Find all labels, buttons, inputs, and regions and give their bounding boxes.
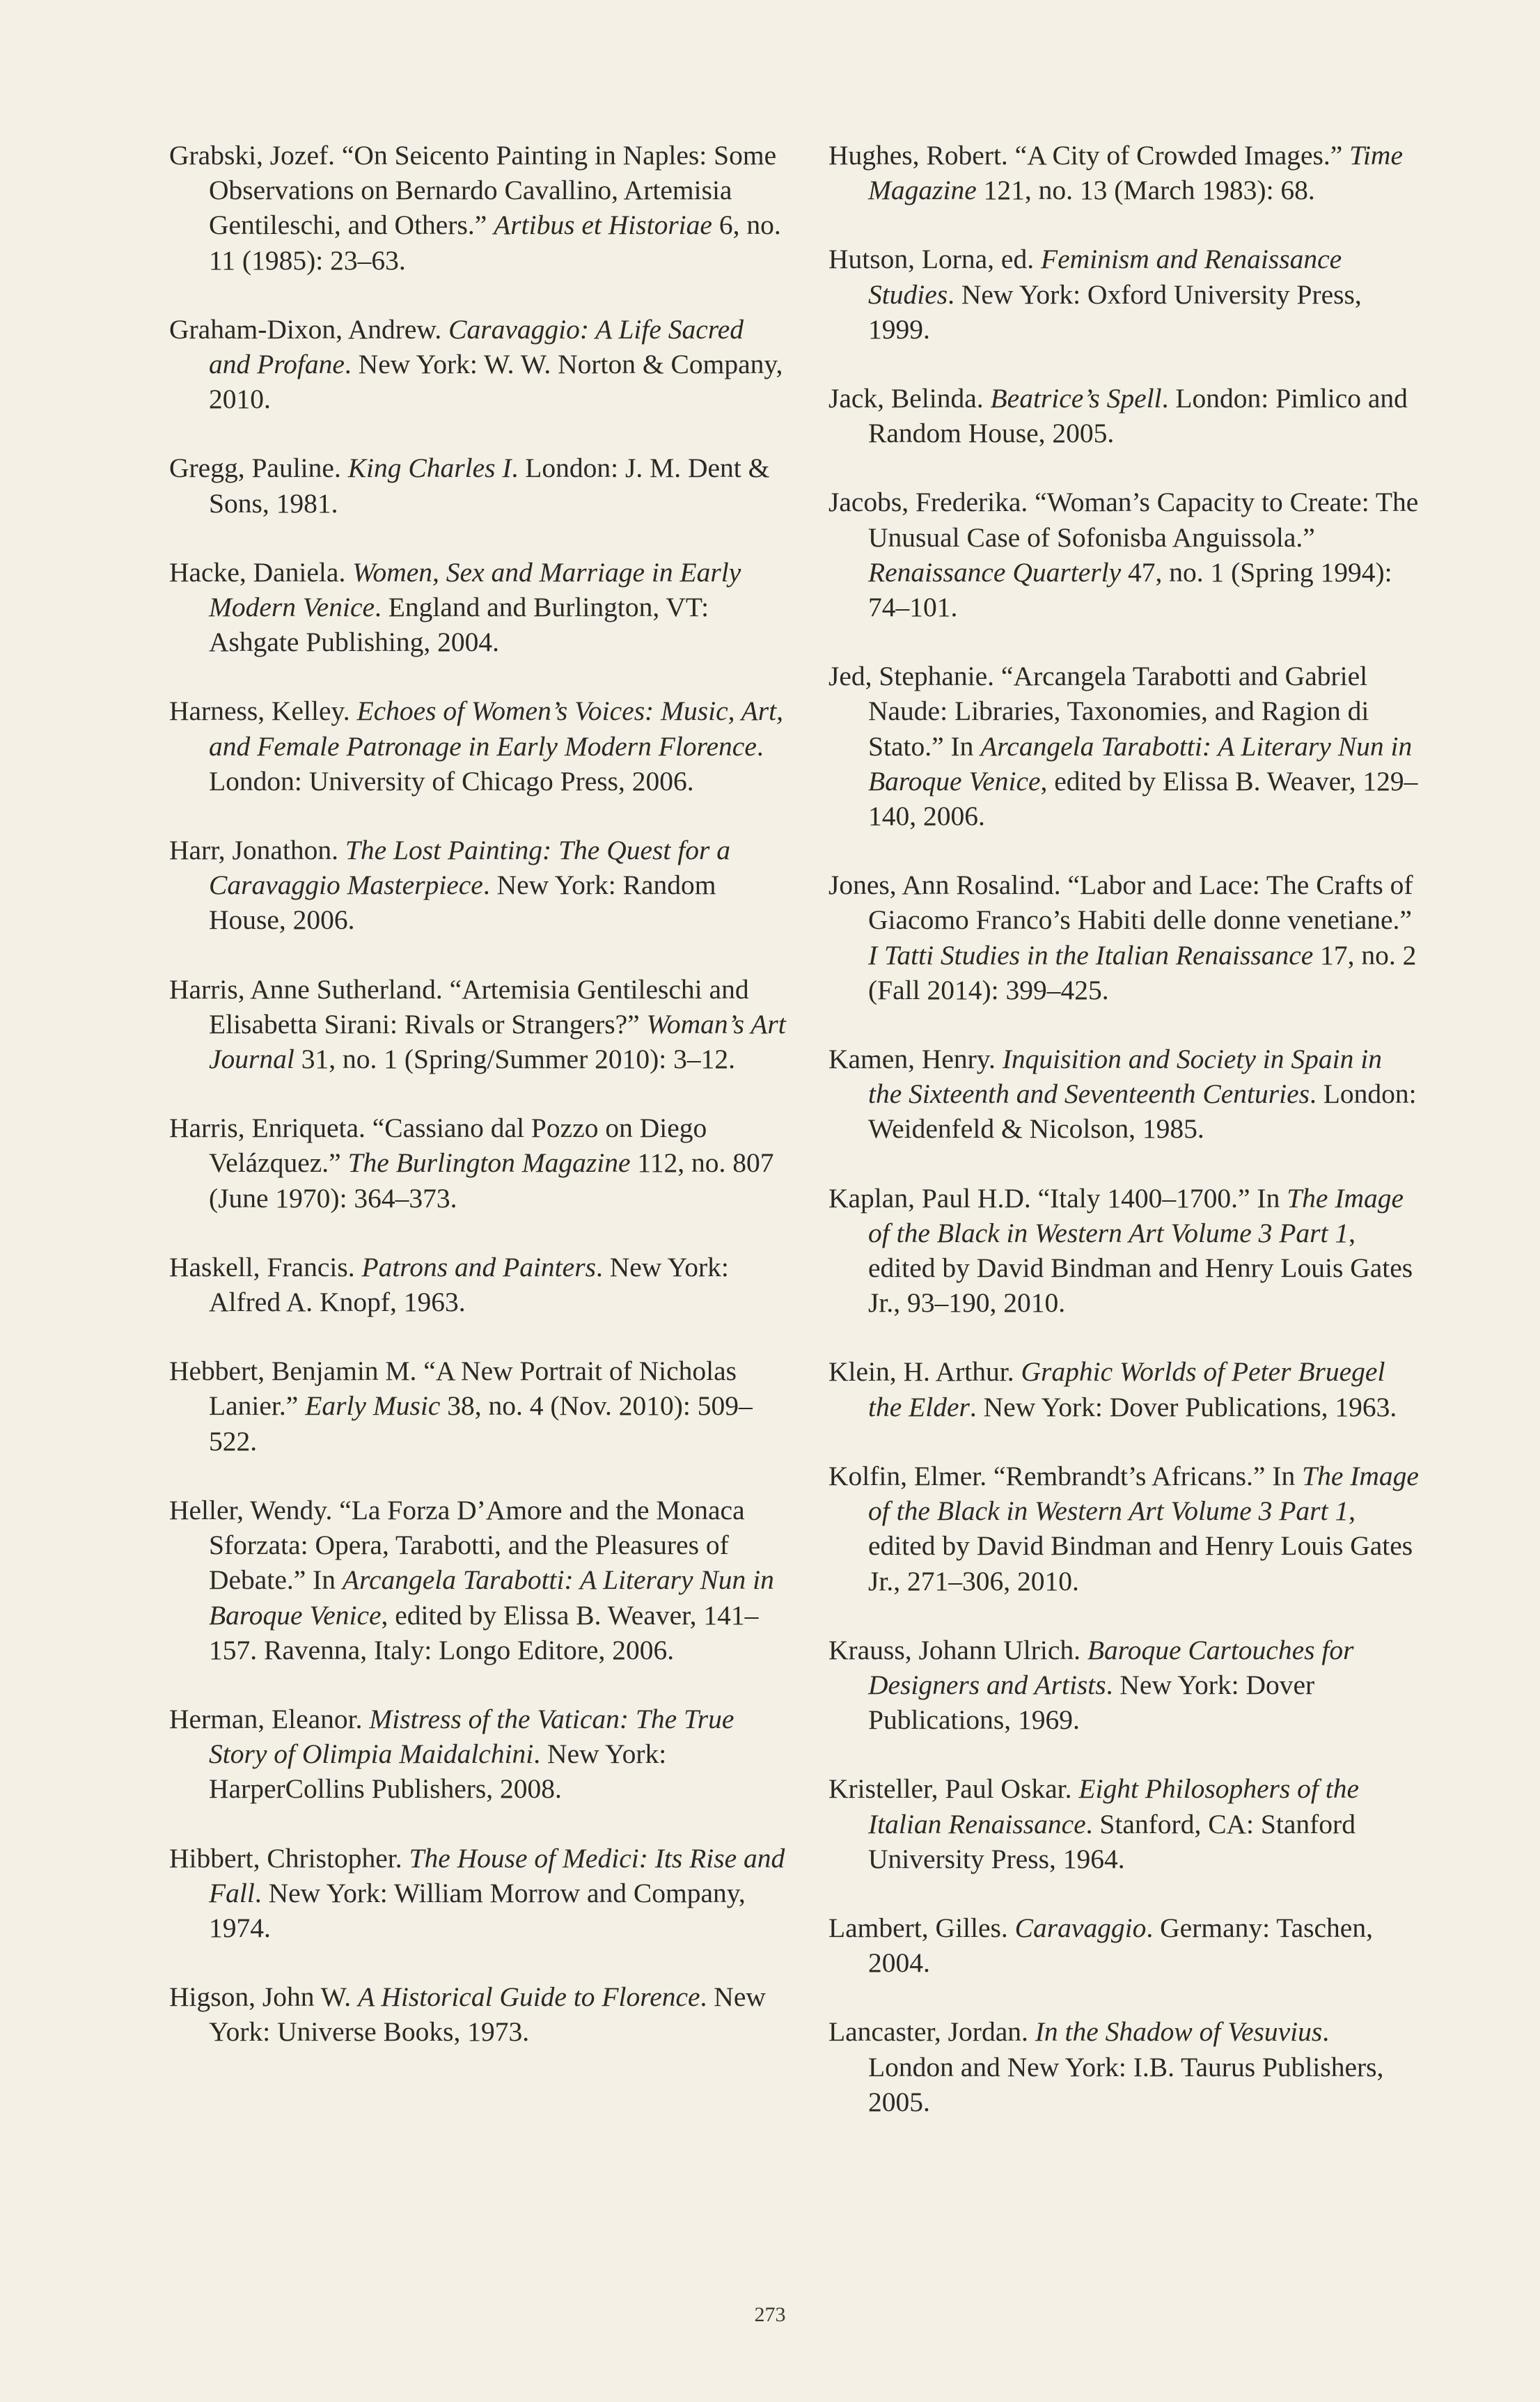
entry-title-italic: A Historical Guide to Florence	[358, 1981, 700, 2013]
entry-title-italic: Eight Philosophers of the Italian Renaissance	[868, 1773, 1360, 1839]
entry-text: Grabski, Jozef. “On Seicento Painting in Naples: Some Observations on Bernardo Cavallino, Artemisia Gentileschi, and Others.”	[169, 140, 777, 241]
entry-title-italic: Baroque Cartouches for Designers and Artists	[868, 1634, 1354, 1700]
entry-text: . New York: Dover Publications, 1969.	[868, 1669, 1315, 1736]
entry-title-italic: The Image of the Black in Western Art Volume 3 Part 1	[868, 1460, 1419, 1527]
entry-title-italic: Mistress of the Vatican: The True Story of Olimpia Maidalchini	[209, 1703, 734, 1770]
bibliography-entry	[828, 138, 1420, 207]
bibliography-entry	[169, 972, 789, 1077]
entry-text: 17, no. 2 (Fall 2014): 399–425.	[868, 939, 1417, 1005]
entry-text: Lancaster, Jordan.	[828, 2016, 1035, 2048]
entry-text: Harness, Kelley.	[169, 696, 357, 727]
entry-text: , edited by David Bindman and Henry Louis Gates Jr., 93–190, 2010.	[868, 1217, 1413, 1319]
entry-text: , edited by Elissa B. Weaver, 141–157. Ravenna, Italy: Longo Editore, 2006.	[209, 1599, 759, 1665]
bibliography-entry	[828, 1354, 1420, 1424]
entry-title-italic: Women, Sex and Marriage in Early Modern Venice	[209, 556, 741, 623]
bibliography-entry	[169, 833, 789, 938]
entry-text: 47, no. 1 (Spring 1994): 74–101.	[868, 556, 1392, 623]
entry-title-italic: The Burlington Magazine	[347, 1147, 631, 1179]
entry-text: 6, no. 11 (1985): 23–63.	[209, 210, 781, 276]
entry-text: Jack, Belinda.	[828, 383, 991, 414]
entry-title-italic: Arcangela Tarabotti: A Literary Nun in Baroque Venice	[868, 730, 1413, 796]
entry-text: Hacke, Daniela.	[169, 556, 353, 588]
entry-text: . New York: Dover Publications, 1963.	[969, 1391, 1397, 1422]
entry-text: . New York: HarperCollins Publishers, 2008.	[209, 1738, 667, 1805]
entry-title-italic: In the Shadow of Vesuvius	[1035, 2016, 1323, 2048]
entry-text: . New York: William Morrow and Company, 1974.	[209, 1877, 746, 1943]
entry-text: Hebbert, Benjamin M. “A New Portrait of Nicholas Lanier.”	[169, 1356, 737, 1422]
entry-text: . England and Burlington, VT: Ashgate Publishing, 2004.	[209, 592, 709, 658]
entry-title-italic: The Image of the Black in Western Art Volume 3 Part 1	[868, 1182, 1404, 1248]
entry-title-italic: Echoes of Women’s Voices: Music, Art, and Female Patronage in Early Modern Florence	[209, 696, 784, 762]
entry-text: Lambert, Gilles.	[828, 1912, 1015, 1943]
entry-text: Harris, Anne Sutherland. “Artemisia Gentileschi and Elisabetta Sirani: Rivals or Strangers?”	[169, 973, 749, 1039]
bibliography-entry	[169, 450, 789, 520]
bibliography-entry	[169, 312, 789, 417]
entry-title-italic: Caravaggio: A Life Sacred and Profane	[209, 313, 744, 380]
entry-title-italic: Renaissance Quarterly	[868, 556, 1122, 588]
entry-text: . London and New York: I.B. Taurus Publishers, 2005.	[868, 2016, 1384, 2117]
entry-title-italic: Early Music	[305, 1390, 441, 1422]
entry-text: Kolfin, Elmer. “Rembrandt’s Africans.” In	[828, 1460, 1303, 1491]
entry-text: . New York: Alfred A. Knopf, 1963.	[209, 1251, 729, 1318]
entry-text: Klein, H. Arthur.	[828, 1356, 1021, 1388]
entry-title-italic: Graphic Worlds of Peter Bruegel the Elder	[868, 1356, 1385, 1422]
entry-text: . New York: Random House, 2006.	[209, 870, 716, 936]
bibliography-entry	[169, 138, 789, 278]
entry-text: Harris, Enriqueta. “Cassiano dal Pozzo on Diego Velázquez.”	[169, 1113, 707, 1179]
entry-title-italic: Artibus et Historiae	[494, 210, 712, 241]
entry-text: 38, no. 4 (Nov. 2010): 509–522.	[209, 1390, 753, 1457]
entry-text: 31, no. 1 (Spring/Summer 2010): 3–12.	[294, 1044, 735, 1075]
bibliography-entry	[828, 1181, 1420, 1321]
bibliography-entry	[828, 1910, 1420, 1980]
entry-text: Jones, Ann Rosalind. “Labor and Lace: The Crafts of Giacomo Franco’s Habiti delle donne venetiane.”	[828, 870, 1413, 936]
entry-text: Kristeller, Paul Oskar.	[828, 1773, 1079, 1805]
bibliography-entry	[828, 1771, 1420, 1876]
entry-title-italic: Woman’s Art Journal	[209, 1008, 786, 1075]
entry-text: Kamen, Henry.	[828, 1044, 1003, 1075]
bibliography-entry	[169, 1110, 789, 1216]
entry-text: . New York: W. W. Norton & Company, 2010.	[209, 349, 783, 415]
entry-text: Jacobs, Frederika. “Woman’s Capacity to Create: The Unusual Case of Sofonisba Anguissola.”	[828, 487, 1419, 553]
right-column	[828, 138, 1420, 2153]
bibliography-entry	[828, 242, 1420, 347]
bibliography-entry	[169, 1979, 789, 2049]
bibliography-entry	[169, 1250, 789, 1319]
bibliography-entry	[828, 485, 1420, 625]
entry-text: . New York: Universe Books, 1973.	[209, 1981, 766, 2048]
entry-text: . Germany: Taschen, 2004.	[868, 1912, 1373, 1979]
bibliography-entry	[828, 659, 1420, 833]
bibliography-entry	[828, 1459, 1420, 1599]
bibliography-entry	[169, 1841, 789, 1946]
page-number: 273	[754, 2303, 786, 2326]
entry-text: . London: Pimlico and Random House, 2005.	[868, 383, 1408, 449]
entry-title-italic: Arcangela Tarabotti: A Literary Nun in Baroque Venice	[209, 1564, 774, 1631]
entry-title-italic: King Charles I	[347, 453, 512, 484]
entry-text: Hibbert, Christopher.	[169, 1842, 409, 1874]
entry-text: Haskell, Francis.	[169, 1251, 362, 1282]
entry-text: Higson, John W.	[169, 1981, 359, 2013]
entry-text: . New York: Oxford University Press, 1999.	[868, 278, 1362, 345]
bibliography-entry	[169, 1702, 789, 1807]
entry-title-italic: Inquisition and Society in Spain in the Sixteenth and Seventeenth Centuries	[868, 1044, 1382, 1110]
entry-text: Heller, Wendy. “La Forza D’Amore and the Monaca Sforzata: Opera, Tarabotti, and the Pleasures of Debate.” In	[169, 1494, 745, 1596]
entry-text: . Stanford, CA: Stanford University Press, 1964.	[868, 1808, 1356, 1874]
bibliography-entry	[169, 1353, 789, 1459]
bibliography-entry	[828, 381, 1420, 450]
entry-title-italic: Caravaggio	[1014, 1912, 1147, 1943]
entry-title-italic: Feminism and Renaissance Studies	[868, 244, 1342, 310]
entry-title-italic: The House of Medici: Its Rise and Fall	[209, 1842, 785, 1908]
entry-text: Herman, Eleanor.	[169, 1703, 370, 1734]
entry-text: Hutson, Lorna, ed.	[828, 244, 1041, 275]
entry-text: Krauss, Johann Ulrich.	[828, 1634, 1087, 1665]
entry-text: . London: Weidenfeld & Nicolson, 1985.	[868, 1078, 1417, 1145]
left-column	[169, 138, 789, 2084]
bibliography-entry	[828, 1633, 1420, 1738]
entry-text: Gregg, Pauline.	[169, 453, 348, 484]
bibliography-entry	[169, 1493, 789, 1667]
entry-text: 112, no. 807 (June 1970): 364–373.	[209, 1147, 774, 1214]
bibliography-entry	[828, 2014, 1420, 2119]
entry-text: . London: J. M. Dent & Sons, 1981.	[209, 453, 770, 519]
entry-text: Kaplan, Paul H.D. “Italy 1400–1700.” In	[828, 1182, 1287, 1214]
entry-text: Graham-Dixon, Andrew.	[169, 313, 449, 345]
entry-title-italic: Beatrice’s Spell	[990, 383, 1162, 414]
entry-title-italic: The Lost Painting: The Quest for a Caravaggio Masterpiece	[209, 835, 730, 901]
bibliography-entry	[828, 868, 1420, 1007]
bibliography-entry	[169, 693, 789, 799]
entry-text: Hughes, Robert. “A City of Crowded Images.”	[828, 140, 1350, 171]
bibliography-entry	[828, 1042, 1420, 1147]
entry-title-italic: Time Magazine	[868, 140, 1403, 206]
entry-text: Jed, Stephanie. “Arcangela Tarabotti and Gabriel Naude: Libraries, Taxonomies, and Ragion di Stato.” In	[828, 661, 1369, 762]
entry-text: , edited by Elissa B. Weaver, 129–140, 2006.	[868, 765, 1418, 832]
entry-title-italic: I Tatti Studies in the Italian Renaissance	[868, 939, 1314, 971]
bibliography-entry	[169, 555, 789, 660]
entry-text: 121, no. 13 (March 1983): 68.	[976, 175, 1315, 206]
entry-text: , edited by David Bindman and Henry Louis Gates Jr., 271–306, 2010.	[868, 1496, 1413, 1596]
entry-title-italic: Patrons and Painters	[361, 1251, 596, 1282]
entry-text: Harr, Jonathon.	[169, 835, 345, 866]
entry-text: . London: University of Chicago Press, 2006.	[209, 730, 764, 796]
